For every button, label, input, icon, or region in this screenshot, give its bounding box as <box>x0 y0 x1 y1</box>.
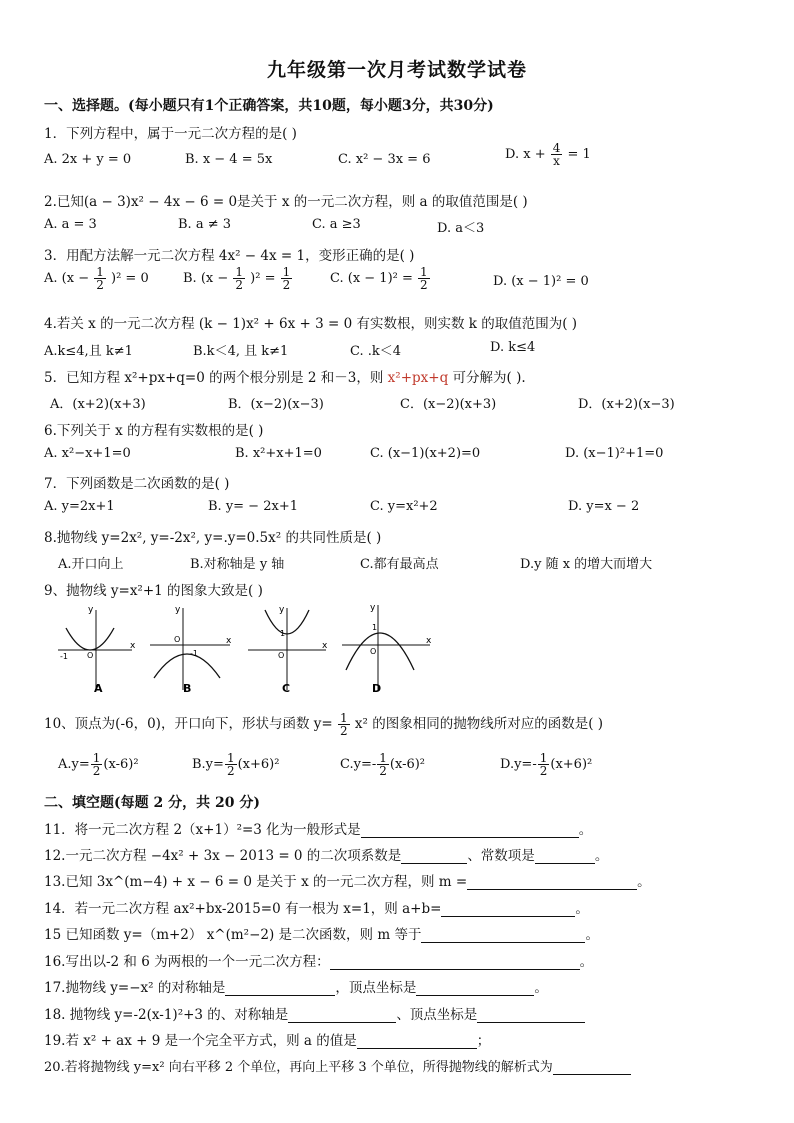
q5-option-b: B．(x−2)(x−3) <box>228 397 324 412</box>
graph-c <box>248 605 328 695</box>
svg-text:O: O <box>87 651 94 660</box>
answer-blank[interactable] <box>330 955 580 970</box>
q2-option-b: B. a ≠ 3 <box>178 217 231 232</box>
q3-option-b: B. (x − $\frac{1}{2}$ )² = $\frac{1}{2}$ <box>183 265 291 292</box>
svg-text:x: x <box>426 636 432 646</box>
svg-text:O: O <box>278 651 285 660</box>
graph-d <box>342 603 432 695</box>
fraction: $\frac{1}{2}$ <box>379 751 387 778</box>
q3-option-d: D. (x − 1)² = 0 <box>493 274 589 289</box>
q1-option-d: D. x + $\frac{4}{x}$ = 1 <box>505 141 591 168</box>
svg-text:x: x <box>226 636 232 646</box>
q2-option-d: D. a＜3 <box>437 221 485 236</box>
q10-option-c: C.y=- $\frac{1}{2}$ (x-6)² <box>340 751 426 778</box>
answer-blank[interactable] <box>553 1060 631 1075</box>
answer-blank[interactable] <box>288 1008 396 1023</box>
answer-blank[interactable] <box>357 1034 477 1049</box>
q13: 13.已知 3x^(m−4) + x − 6 = 0 是关于 x 的一元二次方程，则 m = 。 <box>44 874 651 890</box>
parabola-curve <box>154 654 220 678</box>
svg-text:x: x <box>130 641 136 651</box>
svg-text:-1: -1 <box>60 652 68 661</box>
answer-blank[interactable] <box>535 849 595 864</box>
fraction: $\frac{1}{2}$ <box>96 265 104 292</box>
q10-stem: 10、顶点为(-6，0)，开口向下，形状与函数 y= $\frac{1}{2}$ x² 的图象相同的抛物线所对应的函数是( ) <box>44 711 604 738</box>
fraction: $\frac{4}{x}$ <box>552 141 561 168</box>
svg-text:1: 1 <box>372 623 378 632</box>
q4-option-a: A.k≤4,且 k≠1 <box>44 344 133 359</box>
q6-option-a: A. x²−x+1=0 <box>44 446 131 461</box>
q9-stem: 9、抛物线 y=x²+1 的图象大致是( ) <box>44 583 263 599</box>
answer-blank[interactable] <box>467 875 637 890</box>
fraction: $\frac{1}{2}$ <box>339 711 348 738</box>
q20: 20.若将抛物线 y=x² 向右平移 2 个单位，再向上平移 3 个单位，所得抛物线的解析式为 <box>44 1056 631 1075</box>
answer-blank[interactable] <box>225 981 335 996</box>
svg-text:1: 1 <box>280 629 286 638</box>
q4-stem: 4.若关 x 的一元二次方程 (k − 1)x² + 6x + 3 = 0 有实数根，则实数 k 的取值范围为( ) <box>44 316 578 332</box>
q2-option-c: C. a ≥3 <box>312 217 361 232</box>
q9-graph-figures <box>50 600 440 700</box>
graph-label-c: C <box>282 682 291 695</box>
fraction: $\frac{1}{2}$ <box>235 265 244 292</box>
q3-stem: 3．用配方法解一元二次方程 4x² − 4x = 1，变形正确的是( ) <box>44 248 415 264</box>
section-fill-heading: 二、填空题(每题 2 分，共 20 分) <box>44 795 260 811</box>
svg-text:y: y <box>175 605 181 615</box>
graph-b <box>150 605 232 695</box>
q10-option-b: B.y= $\frac{1}{2}$ (x+6)² <box>192 751 280 778</box>
q5-option-a: A．(x+2)(x+3) <box>50 397 146 412</box>
q12: 12.一元二次方程 −4x² + 3x − 2013 = 0 的二次项系数是 、常数项是 。 <box>44 848 609 864</box>
q5-option-c: C．(x−2)(x+3) <box>400 397 497 412</box>
fraction: $\frac{1}{2}$ <box>92 751 101 778</box>
svg-text:O: O <box>174 635 181 644</box>
q7-option-d: D. y=x − 2 <box>568 499 640 514</box>
q7-option-c: C. y=x²+2 <box>370 499 438 514</box>
q3-option-c: C. (x − 1)² = $\frac{1}{2}$ <box>330 265 428 292</box>
q1-stem: 1．下列方程中，属于一元二次方程的是( ) <box>44 126 297 142</box>
answer-blank[interactable] <box>416 981 534 996</box>
answer-blank[interactable] <box>421 928 585 943</box>
q4-option-b: B.k＜4, 且 k≠1 <box>193 344 289 359</box>
answer-blank[interactable] <box>361 823 579 838</box>
answer-blank[interactable] <box>477 1008 585 1023</box>
q8-option-d: D.y 随 x 的增大而增大 <box>520 557 653 572</box>
q8-stem: 8.抛物线 y=2x², y=-2x², y=.y=0.5x² 的共同性质是( ) <box>44 530 382 546</box>
graph-label-d: D <box>372 682 382 695</box>
q2-stem: 2.已知(a − 3)x² − 4x − 6 = 0是关于 x 的一元二次方程，则 a 的取值范围是( ) <box>44 194 528 210</box>
q6-option-b: B. x²+x+1=0 <box>235 446 322 461</box>
svg-text:x: x <box>322 641 328 651</box>
q6-option-d: D. (x−1)²+1=0 <box>565 446 664 461</box>
svg-text:y: y <box>88 605 94 615</box>
parabola-curve <box>66 628 114 650</box>
svg-text:y: y <box>279 605 285 615</box>
graph-label-b: B <box>183 682 192 695</box>
q18: 18. 抛物线 y=-2(x-1)²+3 的、对称轴是 、顶点坐标是 <box>44 1003 585 1023</box>
fraction: $\frac{1}{2}$ <box>539 751 548 778</box>
section-choice-heading: 一、选择题。(每小题只有1个正确答案，共10题，每小题3分，共30分) <box>44 98 494 114</box>
q17: 17.抛物线 y=−x² 的对称轴是 ，顶点坐标是 。 <box>44 980 548 996</box>
q8-option-a: A.开口向上 <box>58 557 124 572</box>
q8-option-c: C.都有最高点 <box>360 557 439 572</box>
q7-option-a: A. y=2x+1 <box>44 499 115 514</box>
q1-option-a: A. 2x + y = 0 <box>44 152 132 167</box>
fraction: $\frac{1}{2}$ <box>226 751 235 778</box>
q6-option-c: C. (x−1)(x+2)=0 <box>370 446 481 461</box>
page-title: 九年级第一次月考试数学试卷 <box>266 59 527 81</box>
q2-option-a: A. a = 3 <box>44 217 97 232</box>
q16: 16.写出以-2 和 6 为两根的一个一元二次方程： 。 <box>44 954 594 970</box>
svg-text:y: y <box>370 603 376 613</box>
q5-stem: 5．已知方程 x²+px+q=0 的两个根分别是 2 和－3，则 x²+px+q 可分解为( ). <box>44 370 526 386</box>
answer-blank[interactable] <box>401 849 467 864</box>
svg-text:O: O <box>370 647 377 656</box>
q1-option-b: B. x − 4 = 5x <box>185 152 273 167</box>
q4-option-c: C. .k＜4 <box>350 344 402 359</box>
graph-a <box>58 605 136 695</box>
fraction: $\frac{1}{2}$ <box>282 265 291 292</box>
graph-label-a: A <box>94 682 103 695</box>
answer-blank[interactable] <box>441 902 575 917</box>
q6-stem: 6.下列关于 x 的方程有实数根的是( ) <box>44 423 264 439</box>
q7-option-b: B. y= − 2x+1 <box>208 499 298 514</box>
q3-option-a: A. (x − $\frac{1}{2}$ )² = 0 <box>44 265 149 292</box>
q10-option-a: A.y= $\frac{1}{2}$ (x-6)² <box>58 751 139 778</box>
q14: 14．若一元二次方程 ax²+bx-2015=0 有一根为 x=1，则 a+b= 。 <box>44 901 589 917</box>
q1-option-c: C. x² − 3x = 6 <box>338 152 431 167</box>
parabola-curve <box>346 633 414 670</box>
q15: 15 已知函数 y=（m+2） x^(m²−2) 是二次函数，则 m 等于 。 <box>44 927 599 943</box>
q7-stem: 7．下列函数是二次函数的是( ) <box>44 476 230 492</box>
q11: 11．将一元二次方程 2（x+1）²=3 化为一般形式是 。 <box>44 822 593 838</box>
highlighted-expression: x²+px+q <box>387 370 449 386</box>
q19: 19.若 x² + ax + 9 是一个完全平方式，则 a 的值是 ； <box>44 1033 491 1049</box>
q4-option-d: D. k≤4 <box>490 340 536 355</box>
fraction: $\frac{1}{2}$ <box>420 265 428 292</box>
q8-option-b: B.对称轴是 y 轴 <box>190 557 285 572</box>
q5-option-d: D．(x+2)(x−3) <box>578 397 675 412</box>
svg-text:-1: -1 <box>190 649 198 658</box>
q10-option-d: D.y=- $\frac{1}{2}$ (x+6)² <box>500 751 593 778</box>
